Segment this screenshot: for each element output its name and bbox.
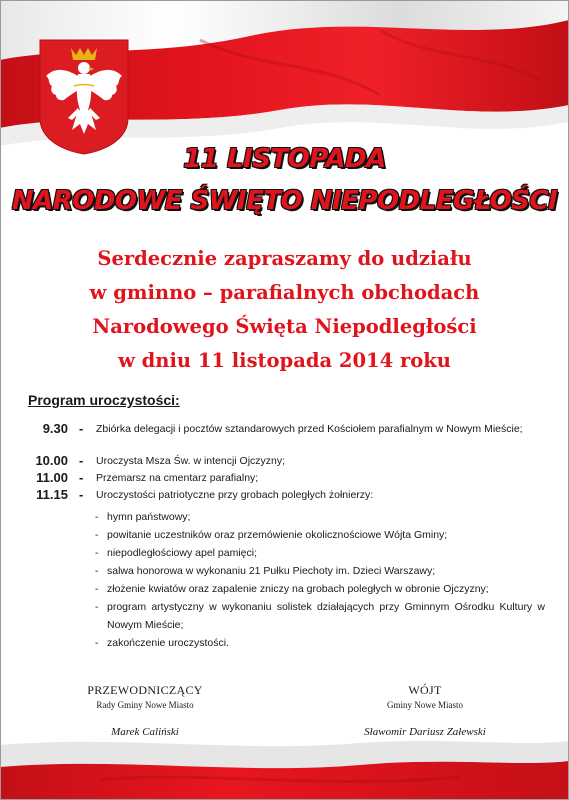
list-item [95, 580, 545, 598]
list-bullet: - [95, 583, 99, 595]
list-item-text: hymn państwowy; [107, 511, 191, 523]
schedule-time: 11.00 [36, 470, 68, 485]
list-item-text: niepodległościowy apel pamięci; [107, 547, 258, 559]
list-bullet: - [95, 511, 99, 523]
list-item [95, 598, 545, 634]
signature-role: PRZEWODNICZĄCY [87, 683, 203, 697]
schedule-text: Uroczystości patriotyczne przy grobach poległych żołnierzy: [96, 489, 374, 501]
schedule-text: Zbiórka delegacji i pocztów sztandarowych przed Kościołem parafialnym w Nowym Mieście; [96, 423, 523, 435]
invitation-text [0, 242, 569, 378]
list-bullet: - [95, 601, 99, 613]
polish-eagle-emblem-icon [38, 38, 130, 156]
schedule-time: 10.00 [35, 453, 68, 468]
ceremony-items-list [95, 508, 545, 652]
list-item-text: zakończenie uroczystości. [107, 637, 229, 649]
invitation-line: Serdecznie zapraszamy do udziału [97, 247, 472, 270]
title-holiday: NARODOWE ŚWIĘTO NIEPODLEGŁOŚCI [11, 186, 558, 216]
list-bullet: - [95, 529, 99, 541]
schedule-row [28, 452, 548, 469]
list-item [95, 526, 545, 544]
signature-block-chairman [70, 683, 220, 738]
schedule-time: 11.15 [36, 487, 68, 502]
schedule-dash: - [79, 470, 84, 485]
list-item [95, 508, 545, 526]
list-bullet: - [95, 565, 99, 577]
signature-organization: Rady Gminy Nowe Miasto [96, 700, 194, 710]
list-item [95, 544, 545, 562]
schedule-text: Uroczysta Msza Św. w intencji Ojczyzny; [96, 455, 286, 467]
schedule-dash: - [79, 453, 84, 468]
program-heading: Program uroczystości: [28, 392, 180, 408]
flag-banner-bottom [0, 735, 569, 800]
list-bullet: - [95, 547, 99, 559]
signature-name: Marek Caliński [111, 726, 179, 738]
invitation-line: w gminno – parafialnych obchodach [89, 281, 480, 304]
list-item [95, 562, 545, 580]
schedule-dash: - [79, 421, 84, 436]
signature-name: Sławomir Dariusz Załewski [364, 726, 486, 738]
list-item-text: program artystyczny w wykonaniu solistek działających przy Gminnym Ośrodku Kultury w Nowym Mieście; [107, 601, 545, 631]
signature-block-mayor [345, 683, 505, 738]
schedule-dash: - [79, 487, 84, 502]
title-date: 11 LISTOPADA [183, 144, 386, 174]
schedule-row [28, 420, 548, 452]
list-bullet: - [95, 637, 99, 649]
list-item-text: salwa honorowa w wykonaniu 21 Pułku Piechoty im. Dzieci Warszawy; [107, 565, 436, 577]
list-item-text: powitanie uczestników oraz przemówienie okolicznościowe Wójta Gminy; [107, 529, 448, 541]
list-item [95, 634, 545, 652]
schedule-row [28, 469, 548, 486]
invitation-line: Narodowego Święta Niepodległości [92, 315, 477, 338]
signature-organization: Gminy Nowe Miasto [387, 700, 463, 710]
schedule-row [28, 486, 548, 503]
invitation-line: w dniu 11 listopada 2014 roku [118, 349, 451, 372]
schedule-text: Przemarsz na cmentarz parafialny; [96, 472, 259, 484]
list-item-text: złożenie kwiatów oraz zapalenie zniczy na grobach poległych w obronie Ojczyzny; [107, 583, 489, 595]
program-schedule [28, 420, 548, 503]
schedule-time: 9.30 [42, 421, 68, 436]
signature-role: WÓJT [408, 683, 442, 697]
